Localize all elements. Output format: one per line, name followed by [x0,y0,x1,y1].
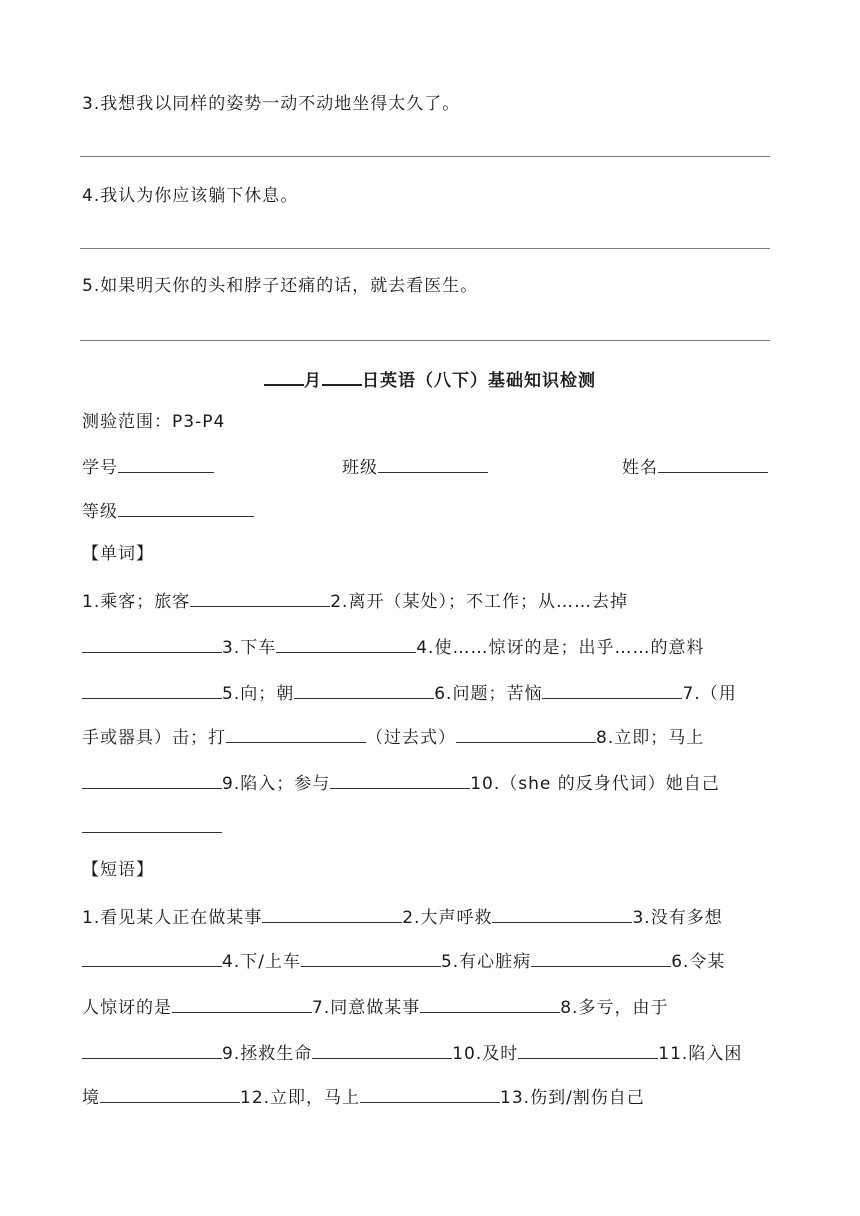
answer-blank[interactable] [82,1040,222,1059]
translation-item-4: 4.我认为你应该躺下休息。 [82,186,299,206]
name-field: 姓名 [622,454,768,480]
answer-blank[interactable] [82,680,222,699]
words-line-6 [82,814,222,840]
name-blank[interactable] [658,454,768,473]
answer-blank[interactable] [330,770,470,789]
answer-blank[interactable] [172,994,312,1013]
words-line-3: 5.向；朝 6.问题；苦恼 7.（用 [82,680,737,706]
answer-blank[interactable] [82,770,222,789]
month-blank[interactable] [264,366,304,386]
grade-blank[interactable] [118,498,254,517]
answer-line[interactable] [80,156,770,157]
answer-blank[interactable] [312,1040,452,1059]
phrases-line-4: 9.拯救生命 10.及时 11.陷入困 [82,1040,742,1066]
answer-blank[interactable] [518,1040,658,1059]
words-line-4: 手或器具）击；打 （过去式） 8.立即；马上 [82,724,704,750]
answer-blank[interactable] [82,634,222,653]
answer-blank[interactable] [190,588,330,607]
section-header-phrases: 【短语】 [82,860,154,880]
day-blank[interactable] [322,366,362,386]
quiz-title: 月 日英语（八下）基础知识检测 [0,366,860,393]
answer-blank[interactable] [531,948,671,967]
words-line-5: 9.陷入；参与 10.（she 的反身代词）她自己 [82,770,720,796]
translation-item-3: 3.我想我以同样的姿势一动不动地坐得太久了。 [82,94,461,114]
grade-field: 等级 [82,498,254,524]
answer-blank[interactable] [262,904,402,923]
phrases-line-3: 人惊讶的是 7.同意做某事 8.多亏，由于 [82,994,668,1020]
class-blank[interactable] [378,454,488,473]
answer-blank[interactable] [456,724,596,743]
answer-blank[interactable] [276,634,416,653]
answer-blank[interactable] [492,904,632,923]
answer-blank[interactable] [100,1084,240,1103]
answer-line[interactable] [80,248,770,249]
answer-blank[interactable] [82,948,222,967]
student-id-field: 学号 [82,454,214,480]
quiz-scope: 测验范围：P3-P4 [82,412,226,432]
class-field: 班级 [342,454,488,480]
translation-item-5: 5.如果明天你的头和脖子还痛的话，就去看医生。 [82,276,479,296]
answer-line[interactable] [80,340,770,341]
words-line-2: 3.下车 4.使……惊讶的是；出乎……的意料 [82,634,704,660]
answer-blank[interactable] [360,1084,500,1103]
phrases-line-5: 境 12.立即，马上 13.伤到/割伤自己 [82,1084,645,1110]
phrases-line-1: 1.看见某人正在做某事 2.大声呼救 3.没有多想 [82,904,723,930]
answer-blank[interactable] [542,680,682,699]
section-header-words: 【单词】 [82,544,154,564]
answer-blank[interactable] [301,948,441,967]
answer-blank[interactable] [226,724,366,743]
phrases-line-2: 4.下/上车 5.有心脏病 6.令某 [82,948,725,974]
words-line-1: 1.乘客；旅客 2.离开（某处）；不工作；从……去掉 [82,588,628,614]
student-id-blank[interactable] [118,454,214,473]
answer-blank[interactable] [420,994,560,1013]
answer-blank[interactable] [294,680,434,699]
answer-blank[interactable] [82,814,222,833]
